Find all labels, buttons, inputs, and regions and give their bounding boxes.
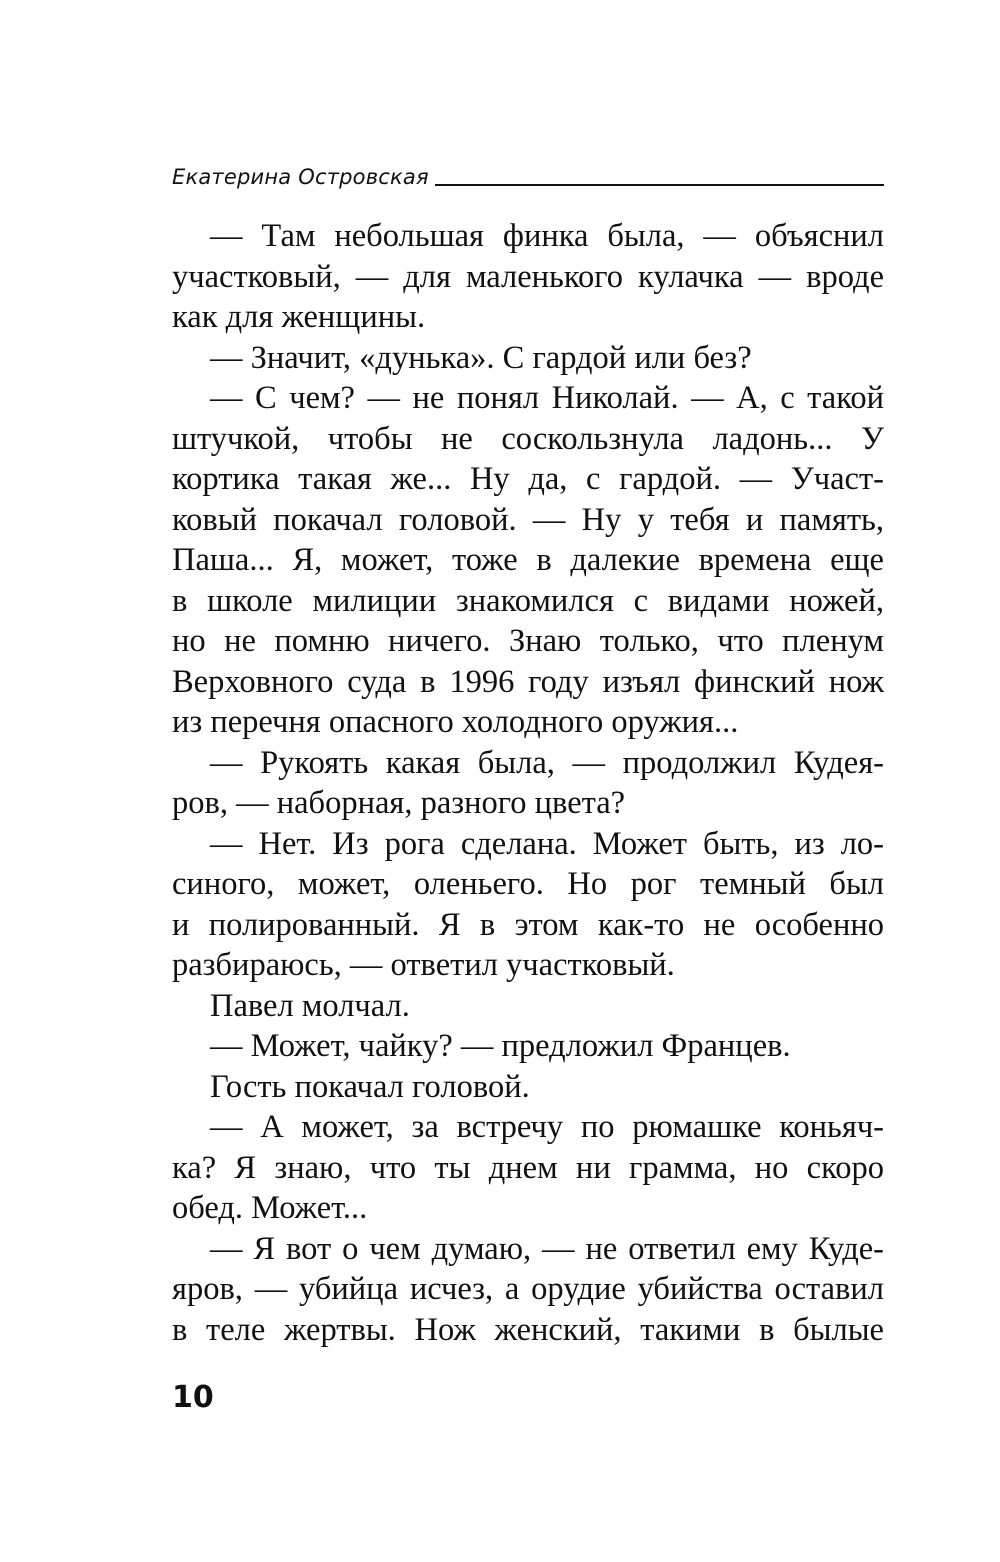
text-line: Паша... Я, может, тоже в далекие времена еще (172, 542, 884, 578)
text-line: в теле жертвы. Нож женский, такими в былые (172, 1311, 884, 1348)
text-line: участковый, — для маленького кулачка — вроде (172, 258, 884, 295)
body-text (172, 216, 884, 1350)
text-line: — Я вот о чем думаю, — не ответил ему Куде- (210, 1230, 884, 1267)
text-line: как для женщины. (172, 299, 426, 335)
text-line: — Рукоять какая была, — продолжил Кудея- (210, 744, 884, 781)
text-line: ковый покачал головой. — Ну у тебя и память, (172, 501, 884, 538)
text-line: ка? Я знаю, что ты днем ни грамма, но скоро (172, 1149, 884, 1186)
text-line: обед. Может... (172, 1190, 368, 1226)
text-line: из перечня опасного холодного оружия... (172, 704, 739, 740)
text-line: штучкой, чтобы не соскользнула ладонь... У (172, 420, 884, 457)
text-line: разбираюсь, — ответил участковый. (172, 947, 675, 983)
text-line: и полированный. Я в этом как-то не особенно (172, 906, 884, 943)
header-rule (435, 184, 884, 186)
text-line: ров, — наборная, разного цвета? (172, 785, 626, 821)
text-line: Гость покачал головой. (210, 1068, 530, 1105)
text-line: кортика такая же... Ну да, с гардой. — Участ- (172, 461, 884, 497)
text-line: — Нет. Из рога сделана. Может быть, из ло- (210, 825, 884, 862)
text-line: — Там небольшая финка была, — объяснил (210, 218, 884, 254)
text-line: — С чем? — не понял Николай. — А, с такой (210, 380, 884, 416)
text-line: синого, может, оленьего. Но рог темный был (172, 866, 884, 902)
text-line: но не помню ничего. Знаю только, что пленум (172, 623, 884, 659)
text-line: яров, — убийца исчез, а орудие убийства оставил (172, 1271, 884, 1307)
text-line: в школе милиции знакомился с видами ножей, (172, 582, 884, 619)
running-header-author: Екатерина Островская (172, 165, 429, 189)
text-line: — Может, чайку? — предложил Францев. (210, 1028, 791, 1064)
text-line: — Значит, «дунька». С гардой или без? (210, 339, 752, 376)
text-line: Павел молчал. (210, 987, 410, 1024)
page-number: 10 (172, 1380, 214, 1415)
text-line: Верховного суда в 1996 году изъял финский нож (172, 663, 884, 700)
running-header (172, 162, 884, 190)
text-line: — А может, за встречу по рюмашке коньяч- (210, 1109, 884, 1145)
